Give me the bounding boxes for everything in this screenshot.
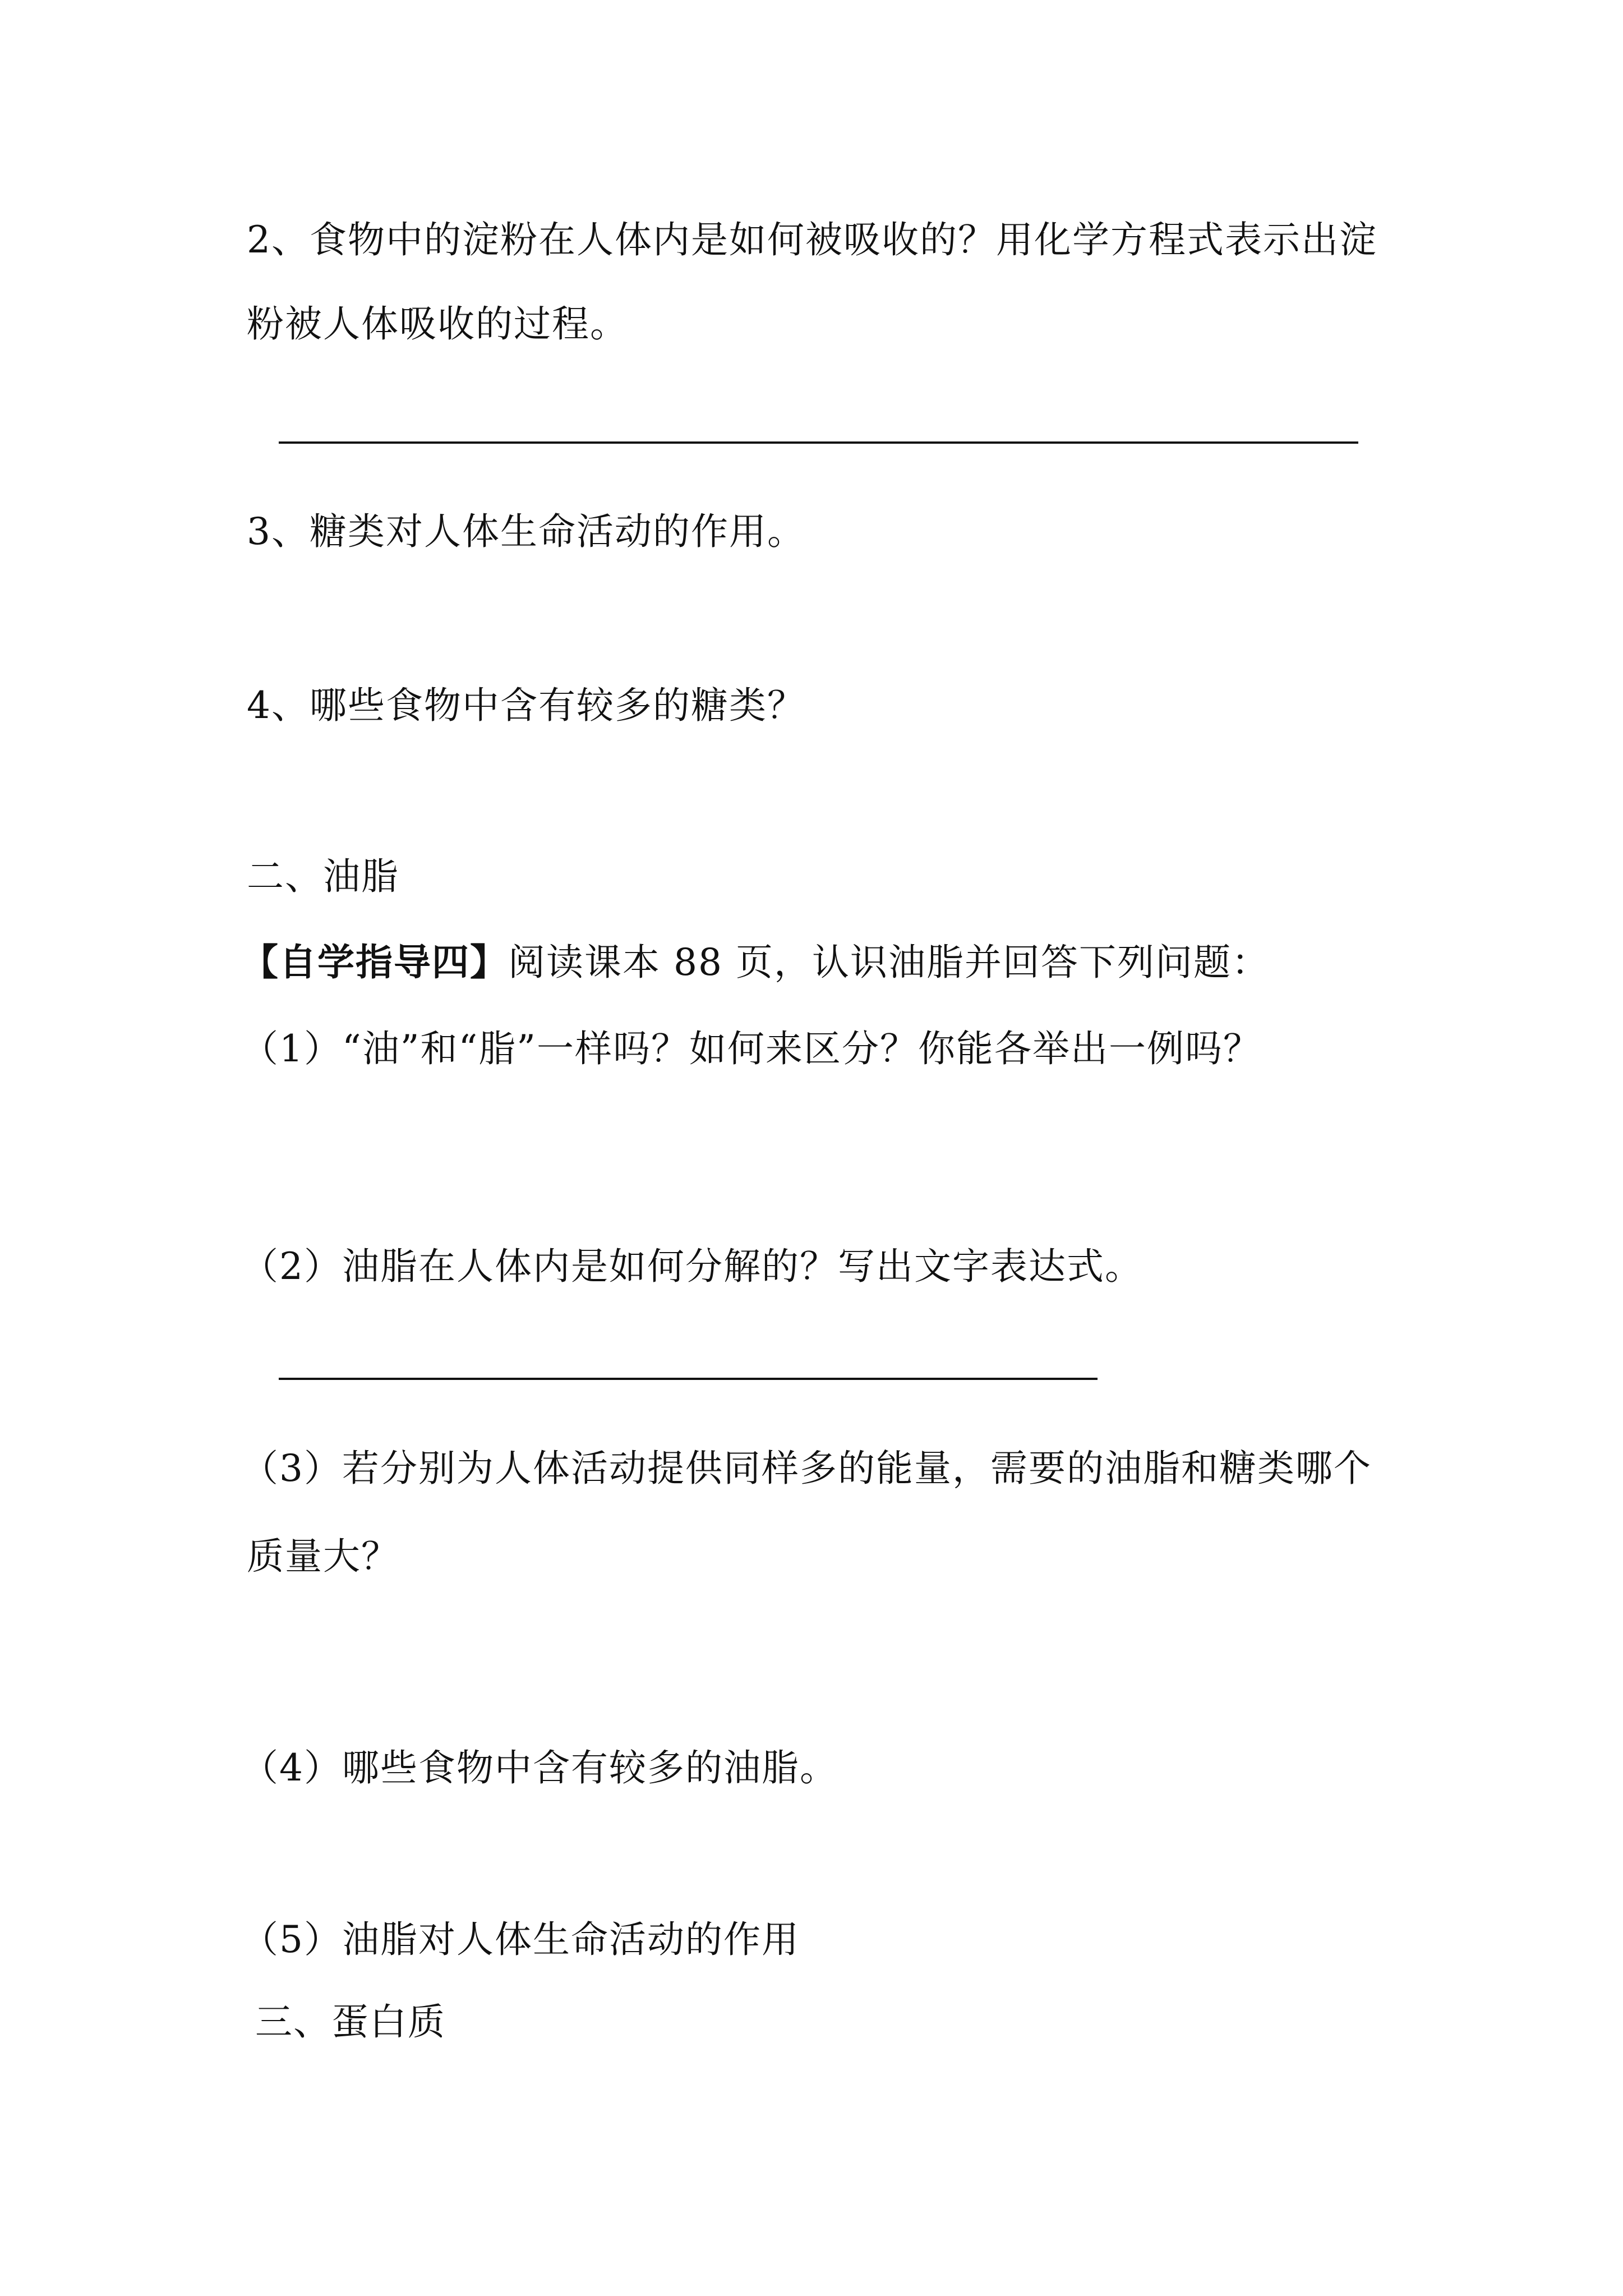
guide-4-question-4: （4）哪些食物中含有较多的油脂。: [241, 1746, 838, 1789]
self-study-guide-4: [241, 940, 1270, 985]
question-4: 4、哪些食物中含有较多的糖类？: [247, 684, 805, 727]
guide-4-label: 【自学指导四】: [241, 940, 508, 984]
guide-4-question-5: （5）油脂对人体生命活动的作用: [241, 1918, 800, 1961]
guide-4-question-1: （1）“油”和“脂”一样吗？如何来区分？你能各举出一例吗？: [241, 1027, 1261, 1070]
question-3: 3、糖类对人体生命活动的作用。: [247, 510, 805, 553]
guide-4-text: 阅读课本 88 页，认识油脂并回答下列问题：: [508, 941, 1270, 984]
guide-4-question-3-line-1: （3）若分别为人体活动提供同样多的能量，需要的油脂和糖类哪个: [241, 1447, 1372, 1490]
answer-line-q2: [279, 441, 1358, 444]
section-3-title: 三、蛋白质: [255, 2000, 446, 2044]
question-2-line-2: 粉被人体吸收的过程。: [247, 302, 628, 346]
answer-line-p2: [279, 1378, 1098, 1380]
guide-4-question-2: （2）油脂在人体内是如何分解的？写出文字表达式。: [241, 1245, 1143, 1288]
guide-4-question-3-line-2: 质量大？: [247, 1535, 399, 1578]
section-2-title: 二、油脂: [247, 855, 399, 898]
question-2-line-1: 2、食物中的淀粉在人体内是如何被吸收的？用化学方程式表示出淀: [247, 218, 1377, 261]
